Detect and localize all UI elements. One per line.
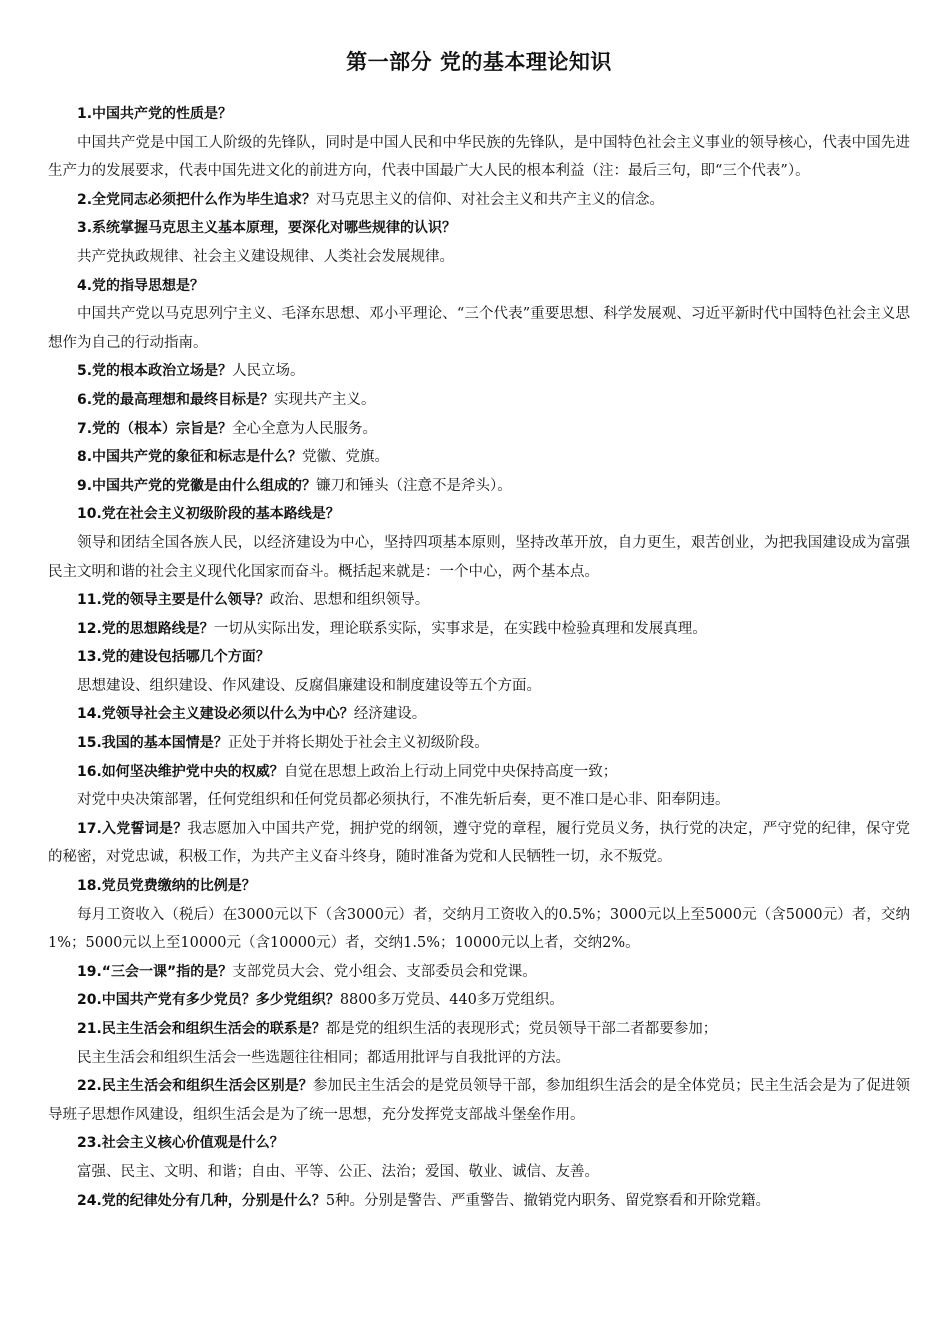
- page-title: 第一部分 党的基本理论知识: [346, 50, 612, 74]
- question-text: 7.党的（根本）宗旨是？: [77, 420, 233, 437]
- answer-text: 全心全意为人民服务。: [232, 420, 378, 437]
- qa-item: [48, 615, 910, 644]
- question-text: 15.我国的基本国情是？: [77, 735, 228, 752]
- question-text: 2.全党同志必须把什么作为毕生追求？: [77, 191, 317, 208]
- answer-paragraph: 富强、民主、文明、和谐；自由、平等、公正、法治；爱国、敬业、诚信、友善。: [77, 1163, 599, 1180]
- answer-text: 我志愿加入中国共产党，拥护党的纲领，遵守党的章程，履行党员义务，执行党的决定，严守党的纪律，保守党的秘密，对党忠诚，积极工作，为共产主义奋斗终身，随时准备为党和人民牺牲一切，永不叛党。: [48, 820, 910, 866]
- answer-text: 8800多万党员、440多万党组织。: [339, 992, 564, 1009]
- answer-text: 支部党员大会、党小组会、支部委员会和党课。: [232, 963, 537, 980]
- qa-item: [48, 958, 910, 987]
- question-text: 17.入党誓词是？: [77, 820, 188, 837]
- answer-text: 人民立场。: [232, 363, 305, 380]
- answer-paragraph: 中国共产党是中国工人阶级的先锋队，同时是中国人民和中华民族的先锋队，是中国特色社会主义事业的领导核心，代表中国先进生产力的发展要求，代表中国先进文化的前进方向，代表中国最广大人民的根本利益（注：最后三句，即“三个代表”）。: [48, 134, 910, 180]
- qa-item: [48, 415, 910, 444]
- question-text: 22.民主生活会和组织生活会区别是？: [77, 1078, 313, 1095]
- answer-text: 都是党的组织生活的表现形式；党员领导干部二者都要参加；: [325, 1021, 718, 1037]
- qa-item: [48, 1129, 910, 1158]
- qa-item: [48, 1072, 910, 1129]
- qa-item: [48, 815, 910, 872]
- qa-item: [48, 214, 910, 243]
- question-text: 20.中国共产党有多少党员？多少党组织？: [77, 992, 340, 1009]
- answer-text: 对马克思主义的信仰、对社会主义和共产主义的信念。: [316, 191, 665, 208]
- qa-item: [48, 100, 910, 129]
- answer-paragraph: 民主生活会和组织生活会一些选题往往相同；都适用批评与自我批评的方法。: [77, 1049, 570, 1066]
- qa-list: [48, 100, 910, 1215]
- answer-text: 经济建设。: [353, 706, 427, 723]
- question-text: 8.中国共产党的象征和标志是什么？: [77, 449, 303, 466]
- answer-paragraph: 思想建设、组织建设、作风建设、反腐倡廉建设和制度建设等五个方面。: [77, 677, 541, 694]
- question-text: 24.党的纪律处分有几种，分别是什么？: [77, 1192, 326, 1209]
- answer-paragraph: 每月工资收入（税后）在3000元以下（含3000元）者，交纳月工资收入的0.5%；3000元以上至5000元（含5000元）者，交纳1%；5000元以上至10000元（含10000元）者，交纳1.5%；10000元以上者，交纳2%。: [48, 906, 910, 952]
- answer-paragraph: 中国共产党以马克思列宁主义、毛泽东思想、邓小平理论、“三个代表”重要思想、科学发展观、习近平新时代中国特色社会主义思想作为自己的行动指南。: [48, 306, 910, 351]
- qa-item: [48, 758, 910, 787]
- answer-text: 镰刀和锤头（注意不是斧头）。: [316, 477, 512, 494]
- question-text: 10.党在社会主义初级阶段的基本路线是？: [77, 506, 340, 523]
- answer-text: 参加民主生活会的是党员领导干部，参加组织生活会的是全体党员；民主生活会是为了促进领导班子思想作风建设，组织生活会是为了统一思想，充分发挥党支部战斗堡垒作用。: [48, 1078, 910, 1123]
- question-text: 11.党的领导主要是什么领导？: [77, 592, 270, 609]
- answer-text: 党徽、党旗。: [302, 449, 390, 466]
- qa-item: [48, 386, 910, 415]
- answer-text: 实现共产主义。: [274, 391, 376, 408]
- question-text: 9.中国共产党的党徽是由什么组成的？: [77, 477, 317, 494]
- qa-item: [48, 1015, 910, 1044]
- answer-paragraph: 共产党执政规律、社会主义建设规律、人类社会发展规律。: [77, 248, 454, 265]
- question-text: 5.党的根本政治立场是？: [77, 363, 233, 380]
- question-text: 13.党的建设包括哪几个方面？: [77, 649, 270, 666]
- question-text: 16.如何坚决维护党中央的权威？: [77, 763, 284, 780]
- answer-text: 政治、思想和组织领导。: [269, 592, 430, 609]
- question-text: 21.民主生活会和组织生活会的联系是？: [77, 1021, 326, 1037]
- qa-item: [48, 186, 910, 215]
- answer-paragraph: 对党中央决策部署，任何党组织和任何党员都必须执行，不准先斩后奏，更不准口是心非、阳奉阴违。: [77, 792, 730, 809]
- question-text: 4.党的指导思想是？: [77, 277, 205, 294]
- qa-item: [48, 700, 910, 729]
- qa-item: [48, 357, 910, 386]
- answer-text: 自觉在思想上政治上行动上同党中央保持高度一致；: [283, 763, 618, 780]
- question-text: 12.党的思想路线是？: [77, 620, 214, 637]
- question-text: 23.社会主义核心价值观是什么？: [77, 1135, 284, 1152]
- qa-item: [48, 500, 910, 529]
- question-text: 14.党领导社会主义建设必须以什么为中心？: [77, 706, 354, 723]
- qa-item: [48, 872, 910, 901]
- qa-item: [48, 729, 910, 758]
- qa-item: [48, 586, 910, 615]
- answer-paragraph: 领导和团结全国各族人民，以经济建设为中心，坚持四项基本原则，坚持改革开放，自力更生，艰苦创业，为把我国建设成为富强民主文明和谐的社会主义现代化国家而奋斗。概括起来就是：一个中心，两个基本点。: [48, 534, 910, 580]
- answer-text: 正处于并将长期处于社会主义初级阶段。: [227, 735, 489, 752]
- qa-item: [48, 643, 910, 672]
- question-text: 18.党员党费缴纳的比例是？: [77, 878, 256, 895]
- answer-text: 一切从实际出发，理论联系实际，实事求是，在实践中检验真理和发展真理。: [213, 620, 707, 637]
- question-text: 19.“三会一课”指的是？: [77, 963, 233, 980]
- qa-item: [48, 272, 910, 301]
- qa-item: [48, 1187, 910, 1216]
- question-text: 3.系统掌握马克思主义基本原理，要深化对哪些规律的认识？: [77, 220, 457, 237]
- qa-item: [48, 472, 910, 501]
- qa-item: [48, 986, 910, 1015]
- question-text: 6.党的最高理想和最终目标是？: [77, 391, 275, 408]
- question-text: 1.中国共产党的性质是？: [77, 106, 233, 122]
- answer-text: 5种。分别是警告、严重警告、撤销党内职务、留党察看和开除党籍。: [325, 1192, 771, 1209]
- qa-item: [48, 443, 910, 472]
